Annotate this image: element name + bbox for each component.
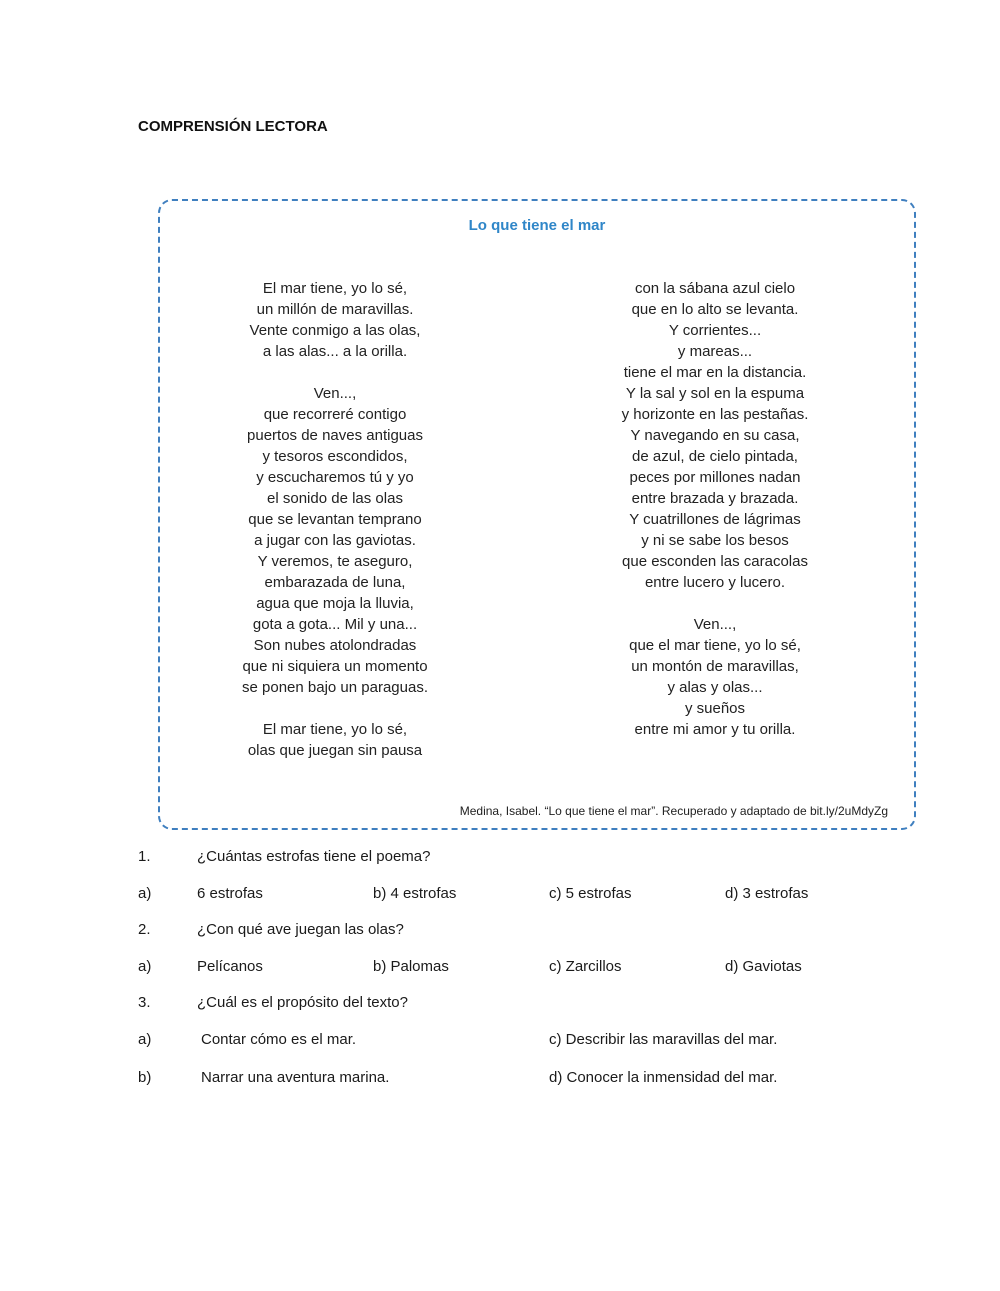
poem-line: y sueños — [684, 700, 746, 717]
poem-line: un millón de maravillas. — [256, 301, 414, 318]
question-text: ¿Con qué ave juegan las olas? — [197, 921, 404, 938]
poem-line: que se levantan temprano — [248, 511, 422, 528]
option-b[interactable]: b) Palomas — [373, 958, 449, 975]
poem-line: Y veremos, te aseguro, — [257, 553, 413, 570]
poem-line: con la sábana azul cielo — [634, 280, 796, 297]
option-a[interactable]: Contar cómo es el mar. — [201, 1031, 357, 1048]
option-b[interactable]: Narrar una aventura marina. — [201, 1069, 390, 1086]
poem-box — [158, 199, 916, 830]
poem-line: El mar tiene, yo lo sé, — [262, 721, 408, 738]
poem-line: y ni se sabe los besos — [641, 532, 789, 549]
option-c[interactable]: c) Describir las maravillas del mar. — [549, 1031, 778, 1048]
poem-line: olas que juegan sin pausa — [247, 742, 423, 759]
poem-line: y horizonte en las pestañas. — [621, 406, 809, 423]
poem-citation: Medina, Isabel. “Lo que tiene el mar”. Recuperado y adaptado de bit.ly/2uMdyZg — [459, 804, 888, 818]
poem-line — [170, 698, 500, 719]
poem-line: que esconden las caracolas — [622, 553, 808, 570]
poem-line: de azul, de cielo pintada, — [632, 448, 798, 465]
option-c[interactable]: c) 5 estrofas — [549, 885, 632, 902]
poem-right-column — [550, 278, 880, 740]
poem-line: entre brazada y brazada. — [631, 490, 799, 507]
option-d[interactable]: d) Conocer la inmensidad del mar. — [549, 1069, 778, 1086]
poem-line: El mar tiene, yo lo sé, — [262, 280, 408, 297]
question-text: ¿Cuántas estrofas tiene el poema? — [197, 848, 431, 865]
option-d[interactable]: d) Gaviotas — [725, 958, 802, 975]
poem-line: gota a gota... Mil y una... — [252, 616, 418, 633]
option-prefix: a) — [138, 958, 152, 975]
document-title: COMPRENSIÓN LECTORA — [138, 118, 328, 135]
option-prefix: a) — [138, 1031, 152, 1048]
question-number: 3. — [138, 994, 151, 1011]
poem-line: a jugar con las gaviotas. — [254, 532, 416, 549]
poem-line: que ni siquiera un momento — [242, 658, 428, 675]
poem-line: Y navegando en su casa, — [630, 427, 800, 444]
option-prefix: b) — [138, 1069, 152, 1086]
poem-line: Ven..., — [313, 385, 357, 402]
question-text: ¿Cuál es el propósito del texto? — [197, 994, 408, 1011]
option-a[interactable]: 6 estrofas — [197, 885, 263, 902]
poem-left-column — [170, 278, 500, 761]
poem-line: tiene el mar en la distancia. — [623, 364, 807, 381]
poem-line: Vente conmigo a las olas, — [249, 322, 421, 339]
poem-line: Son nubes atolondradas — [253, 637, 417, 654]
poem-line: Y cuatrillones de lágrimas — [629, 511, 801, 528]
poem-line: embarazada de luna, — [264, 574, 406, 591]
option-c[interactable]: c) Zarcillos — [549, 958, 622, 975]
poem-line: que el mar tiene, yo lo sé, — [629, 637, 801, 654]
poem-line — [550, 593, 880, 614]
poem-line: a las alas... a la orilla. — [262, 343, 408, 360]
poem-line: y mareas... — [677, 343, 753, 360]
poem-line: entre mi amor y tu orilla. — [634, 721, 796, 738]
poem-line: Y corrientes... — [668, 322, 762, 339]
poem-line: se ponen bajo un paraguas. — [242, 679, 428, 696]
poem-line: Y la sal y sol en la espuma — [625, 385, 805, 402]
poem-line: peces por millones nadan — [629, 469, 801, 486]
poem-title: Lo que tiene el mar — [468, 217, 606, 234]
poem-line: y escucharemos tú y yo — [256, 469, 414, 486]
option-d[interactable]: d) 3 estrofas — [725, 885, 809, 902]
poem-line: agua que moja la lluvia, — [256, 595, 414, 612]
question-number: 2. — [138, 921, 151, 938]
poem-line: Ven..., — [693, 616, 737, 633]
question-number: 1. — [138, 848, 151, 865]
poem-line — [170, 362, 500, 383]
option-prefix: a) — [138, 885, 152, 902]
poem-line: que en lo alto se levanta. — [631, 301, 799, 318]
poem-line: entre lucero y lucero. — [644, 574, 786, 591]
option-b[interactable]: b) 4 estrofas — [373, 885, 457, 902]
option-a[interactable]: Pelícanos — [197, 958, 263, 975]
poem-line: un montón de maravillas, — [631, 658, 799, 675]
poem-line: que recorreré contigo — [263, 406, 407, 423]
poem-line: el sonido de las olas — [267, 490, 403, 507]
poem-line: y tesoros escondidos, — [262, 448, 408, 465]
poem-line: y alas y olas... — [667, 679, 763, 696]
poem-line: puertos de naves antiguas — [247, 427, 423, 444]
